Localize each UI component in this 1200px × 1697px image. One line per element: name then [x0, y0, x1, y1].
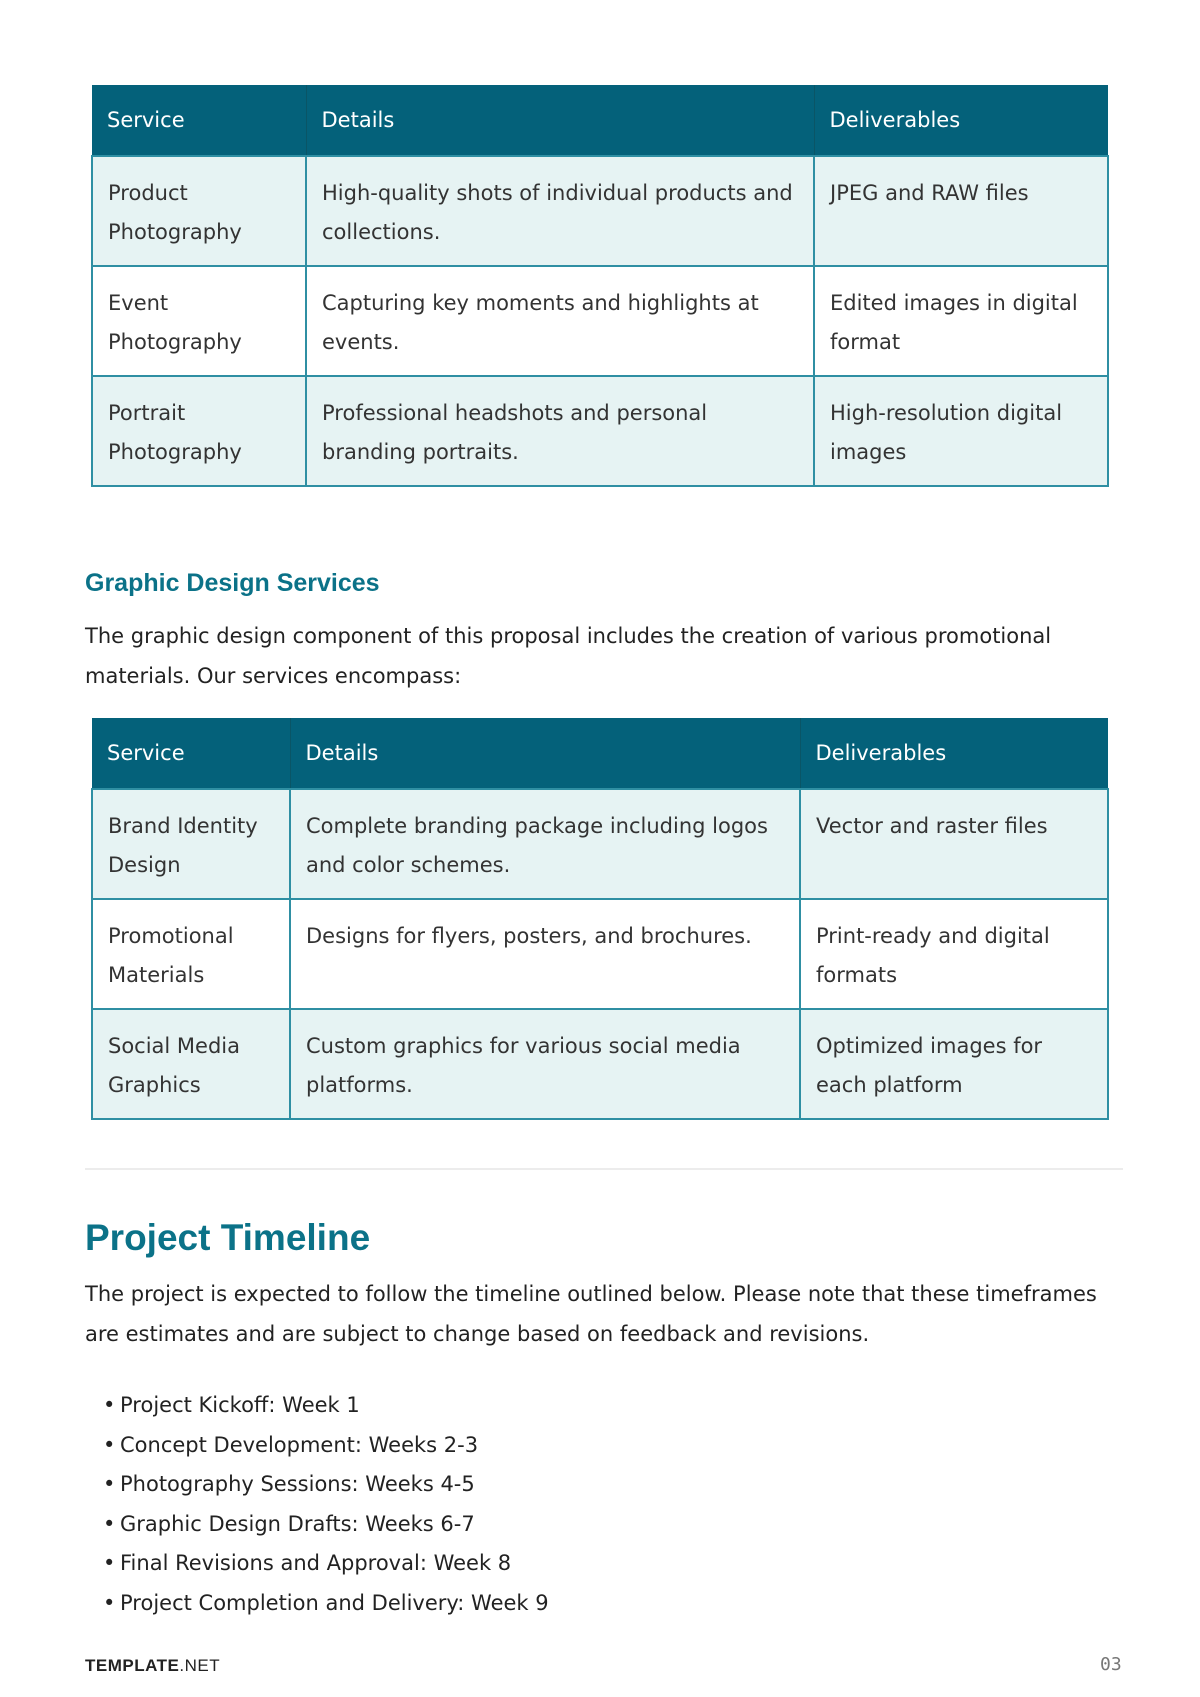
list-item-text: Concept Development: Weeks 2-3 — [120, 1432, 479, 1457]
footer-logo-bold: TEMPLATE — [85, 1656, 180, 1675]
bullet-icon: • — [103, 1432, 116, 1457]
cell-deliverables: Optimized images for each platform — [800, 1009, 1108, 1119]
list-item — [85, 1465, 549, 1505]
list-item — [85, 1544, 549, 1584]
header-details: Details — [290, 718, 800, 789]
project-timeline-intro: The project is expected to follow the timeline outlined below. Please note that these timeframes are estimates and are subject to change based on feedback and revisions. — [85, 1282, 1097, 1346]
cell-details: Complete branding package including logos and color schemes. — [290, 789, 800, 899]
list-item-text: Project Completion and Delivery: Week 9 — [120, 1590, 549, 1615]
list-item — [85, 1426, 549, 1466]
list-item-text: Final Revisions and Approval: Week 8 — [120, 1551, 512, 1576]
bullet-icon: • — [103, 1551, 116, 1576]
table-row — [92, 1009, 1108, 1119]
cell-details: Custom graphics for various social media platforms. — [290, 1009, 800, 1119]
graphic-design-services-table — [91, 718, 1109, 1120]
cell-details: Professional headshots and personal branding portraits. — [306, 376, 814, 486]
footer-logo — [85, 1656, 220, 1676]
header-deliverables: Deliverables — [814, 85, 1108, 156]
page-number: 03 — [1100, 1654, 1122, 1675]
header-details: Details — [306, 85, 814, 156]
cell-service: Product Photography — [92, 156, 306, 266]
timeline-list — [85, 1386, 549, 1624]
table-row — [92, 789, 1108, 899]
table-row — [92, 156, 1108, 266]
list-item-text: Graphic Design Drafts: Weeks 6-7 — [120, 1511, 475, 1536]
header-deliverables: Deliverables — [800, 718, 1108, 789]
cell-service: Portrait Photography — [92, 376, 306, 486]
cell-deliverables: Edited images in digital format — [814, 266, 1108, 376]
list-item — [85, 1505, 549, 1545]
list-item-text: Project Kickoff: Week 1 — [120, 1393, 360, 1417]
bullet-icon: • — [103, 1590, 116, 1615]
header-service: Service — [92, 85, 306, 156]
table-row — [92, 899, 1108, 1009]
graphic-design-heading: Graphic Design Services — [85, 569, 380, 597]
cell-service: Brand Identity Design — [92, 789, 290, 899]
bullet-icon: • — [103, 1393, 116, 1417]
list-item — [85, 1386, 549, 1426]
header-service: Service — [92, 718, 290, 789]
graphic-design-intro: The graphic design component of this proposal includes the creation of various promotional materials. Our services encompass: — [85, 624, 1052, 688]
list-item — [85, 1584, 549, 1624]
cell-details: Capturing key moments and highlights at events. — [306, 266, 814, 376]
section-divider — [85, 1168, 1123, 1170]
cell-deliverables: Print-ready and digital formats — [800, 899, 1108, 1009]
bullet-icon: • — [103, 1472, 116, 1497]
cell-service: Event Photography — [92, 266, 306, 376]
cell-deliverables: JPEG and RAW files — [814, 156, 1108, 266]
footer-logo-suffix: .NET — [179, 1656, 221, 1675]
bullet-icon: • — [103, 1511, 116, 1536]
cell-service: Social Media Graphics — [92, 1009, 290, 1119]
table-row — [92, 266, 1108, 376]
cell-deliverables: Vector and raster files — [800, 789, 1108, 899]
table-header-row — [92, 718, 1108, 789]
photography-services-table — [91, 85, 1109, 487]
cell-details: High-quality shots of individual products and collections. — [306, 156, 814, 266]
table-row — [92, 376, 1108, 486]
cell-service: Promotional Materials — [92, 899, 290, 1009]
cell-deliverables: High-resolution digital images — [814, 376, 1108, 486]
table-header-row — [92, 85, 1108, 156]
project-timeline-heading: Project Timeline — [85, 1217, 371, 1258]
list-item-text: Photography Sessions: Weeks 4-5 — [120, 1472, 475, 1497]
cell-details: Designs for flyers, posters, and brochures. — [290, 899, 800, 1009]
